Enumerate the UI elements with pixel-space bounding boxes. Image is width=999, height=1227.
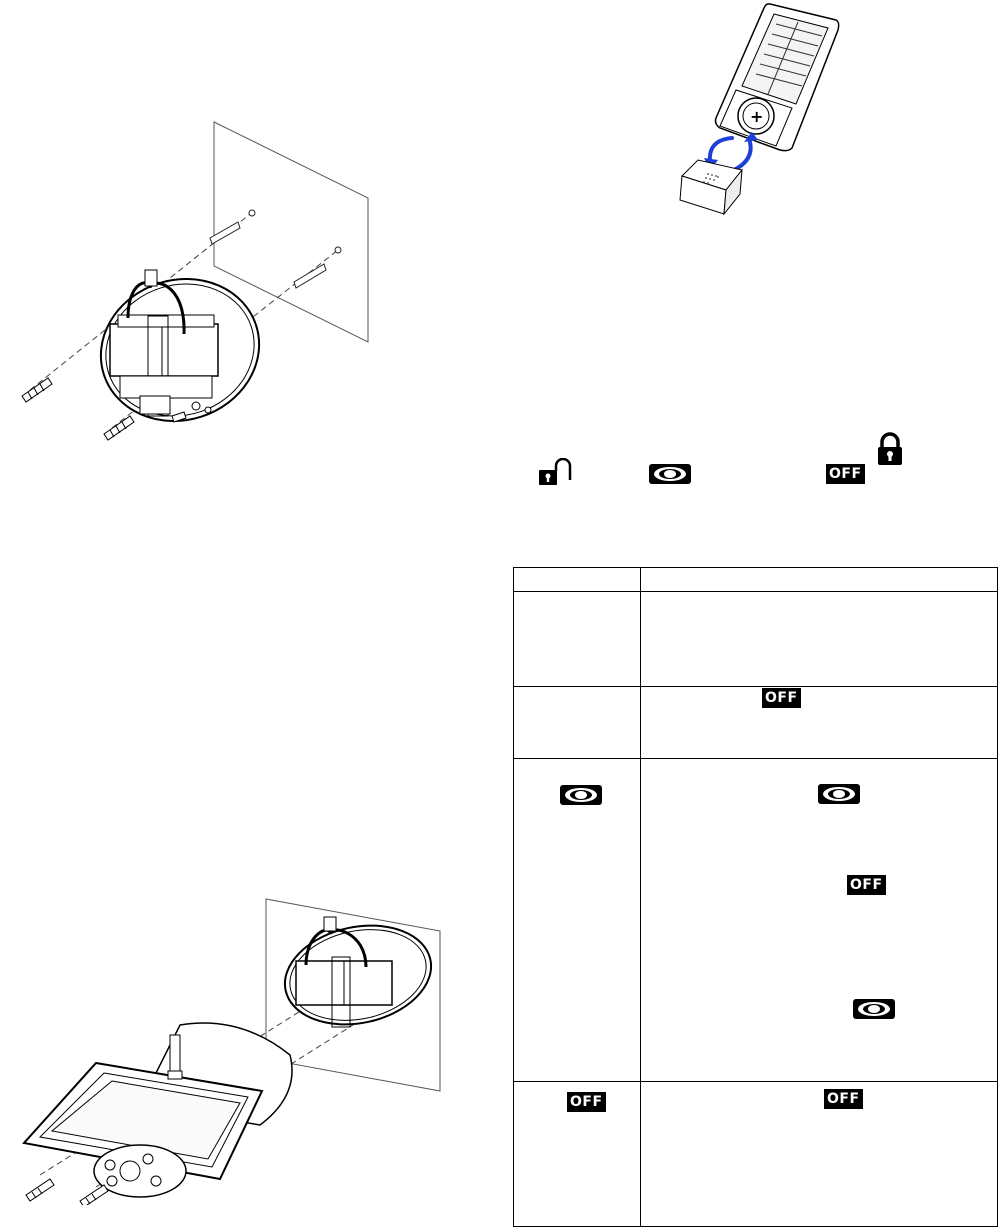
padlock-open-icon xyxy=(538,458,574,486)
mode-cell xyxy=(514,759,641,1082)
off-mode-icon: OFF xyxy=(567,1092,606,1112)
table-header-cell xyxy=(641,568,998,592)
padlock-closed-icon xyxy=(876,432,904,466)
description-cell xyxy=(641,592,998,687)
mode-cell xyxy=(514,687,641,759)
description-cell xyxy=(641,759,998,1082)
mode-cell xyxy=(514,1082,641,1227)
off-mode-icon xyxy=(826,464,865,484)
off-label: OFF xyxy=(826,464,865,484)
description-cell xyxy=(641,1082,998,1227)
eye-mode-icon xyxy=(649,464,691,484)
wall-mount-bracket-illustration xyxy=(0,110,380,450)
table-row xyxy=(514,1082,998,1227)
mode-cell xyxy=(514,592,641,687)
off-mode-icon: OFF xyxy=(824,1089,863,1109)
table-row xyxy=(514,759,998,1082)
eye-mode-icon xyxy=(818,784,860,804)
mode-table xyxy=(513,567,998,1227)
description-cell xyxy=(641,687,998,759)
table-row xyxy=(514,687,998,759)
table-header-row xyxy=(514,568,998,592)
monitor-wall-mount-illustration xyxy=(0,895,445,1205)
remote-battery-illustration xyxy=(668,0,848,222)
table-row xyxy=(514,592,998,687)
eye-mode-icon xyxy=(560,785,602,805)
eye-mode-icon xyxy=(853,999,895,1019)
svg-text:+: + xyxy=(750,107,764,126)
table-header-cell xyxy=(514,568,641,592)
off-mode-icon: OFF xyxy=(847,875,886,895)
off-mode-icon: OFF xyxy=(762,688,801,708)
